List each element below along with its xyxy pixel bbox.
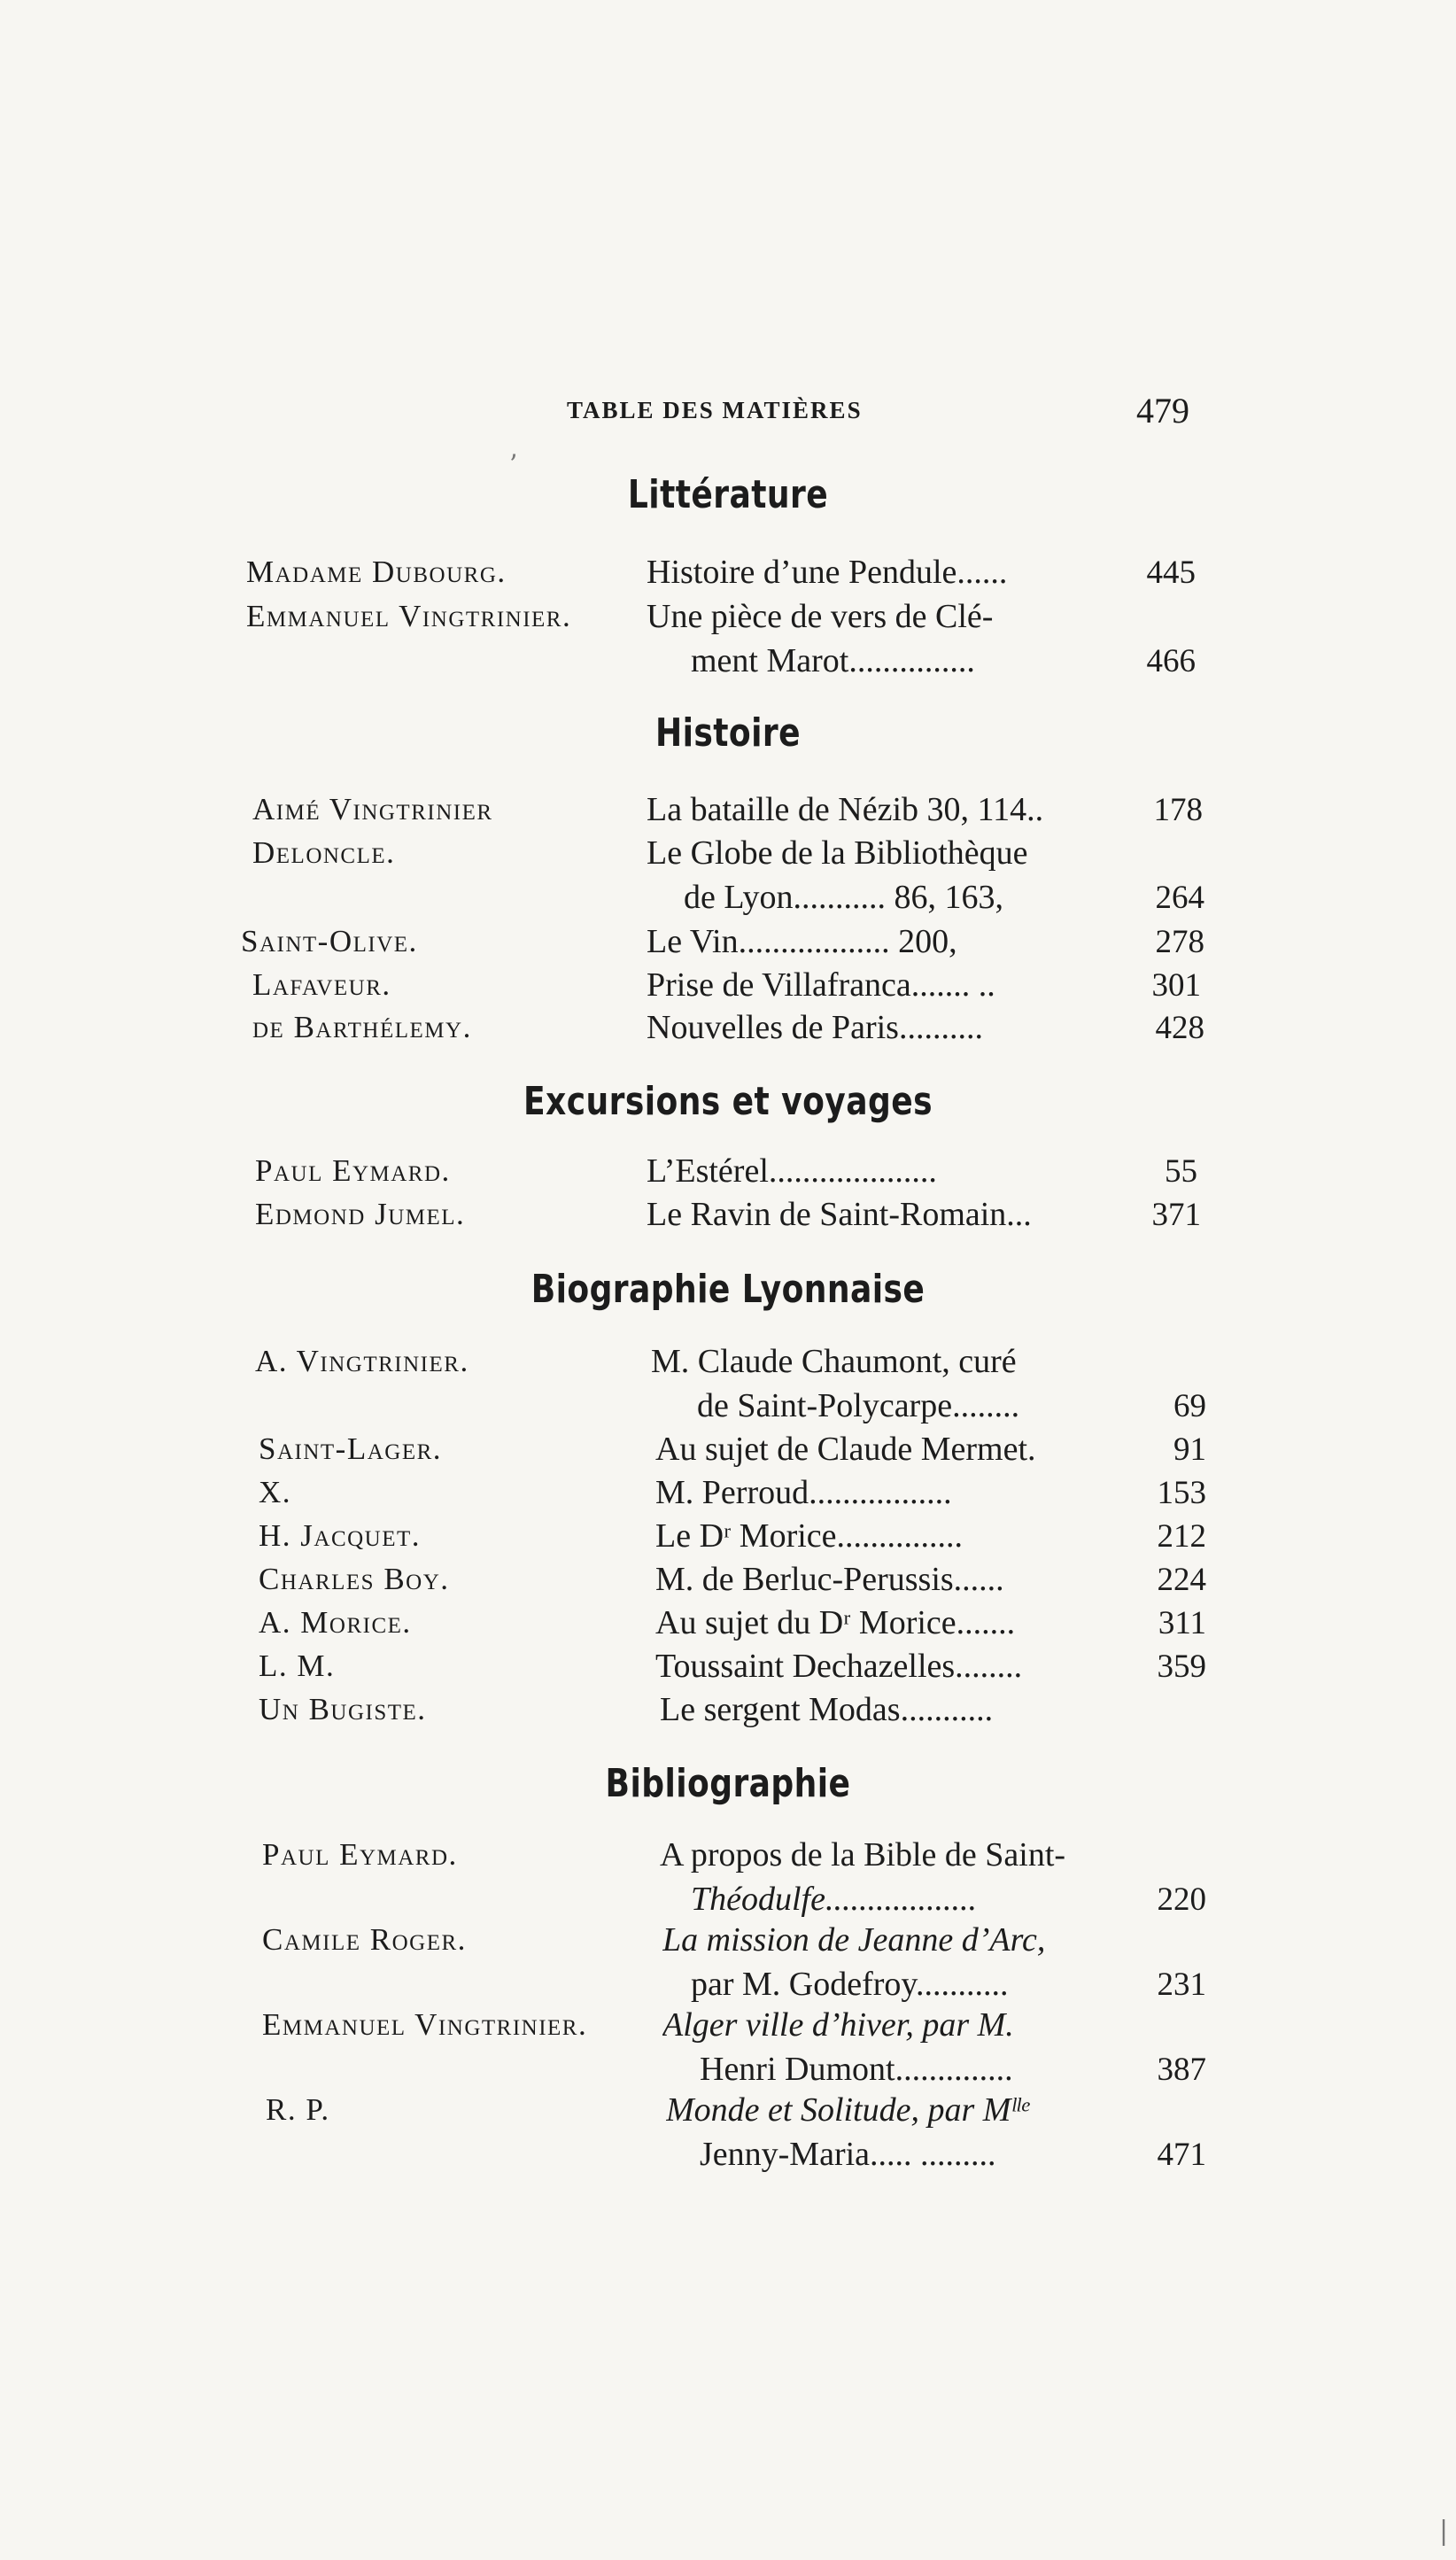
entry-page: 466 — [1146, 643, 1196, 679]
entry-title-continued: de Saint-Polycarpe........ — [697, 1387, 1020, 1424]
entry-title: Toussaint Dechazelles........ — [655, 1648, 1023, 1685]
page-number: 479 — [1136, 391, 1189, 431]
entry-title: M. de Berluc-Perussis...... — [655, 1561, 1004, 1598]
entry-author: Saint-Olive. — [241, 924, 418, 958]
entry-page: 359 — [1157, 1648, 1206, 1685]
entry-page: 445 — [1146, 555, 1196, 591]
section-title-excursions: Excursions et voyages — [523, 1079, 933, 1124]
entry-author: Un Bugiste. — [259, 1692, 427, 1726]
entry-page: 55 — [1165, 1153, 1197, 1190]
entry-title: L’Estérel.................... — [647, 1152, 937, 1190]
entry-author: R. P. — [266, 2092, 330, 2127]
entry-page: 69 — [1173, 1388, 1206, 1424]
entry-author: X. — [259, 1475, 292, 1509]
entry-page: 91 — [1173, 1431, 1206, 1468]
entry-author: Paul Eymard. — [262, 1837, 458, 1872]
entry-title: Le Ravin de Saint-Romain... — [647, 1196, 1032, 1233]
margin-mark: | — [1439, 2516, 1449, 2547]
entry-title: Au sujet du Dʳ Morice....... — [655, 1604, 1016, 1641]
entry-title: Le Globe de la Bibliothèque — [647, 834, 1028, 872]
entry-author: Charles Boy. — [259, 1562, 450, 1596]
entry-title: M. Perroud................. — [655, 1474, 952, 1511]
section-title-histoire: Histoire — [655, 710, 801, 756]
entry-title: Le Dʳ Morice............... — [655, 1517, 964, 1555]
entry-author: Saint-Lager. — [259, 1431, 443, 1466]
entry-title-continued: par M. Godefroy........... — [691, 1966, 1009, 2003]
entry-title: La mission de Jeanne d’Arc, — [662, 1921, 1046, 1959]
entry-author: Edmond Jumel. — [255, 1197, 466, 1231]
entry-title-continued: Théodulfe.................. — [691, 1881, 977, 1918]
entry-title-continued: Jenny-Maria..... ......... — [700, 2136, 996, 2173]
entry-title: Le sergent Modas........... — [660, 1691, 994, 1728]
running-head: TABLE DES MATIÈRES — [567, 397, 863, 423]
print-speck: ʼ — [508, 450, 517, 481]
entry-author: Paul Eymard. — [255, 1153, 451, 1188]
entry-author: A. Vingtrinier. — [255, 1344, 469, 1378]
entry-author: Madame Dubourg. — [246, 555, 507, 589]
entry-title: La bataille de Nézib 30, 114.. — [647, 791, 1044, 828]
entry-author: Camile Roger. — [262, 1922, 467, 1957]
entry-page: 178 — [1153, 792, 1203, 828]
entry-page: 153 — [1157, 1475, 1206, 1511]
entry-author: Lafaveur. — [252, 967, 391, 1002]
entry-author: Emmanuel Vingtrinier. — [262, 2007, 588, 2042]
entry-page: 471 — [1157, 2137, 1206, 2173]
entry-page: 220 — [1157, 1881, 1206, 1918]
entry-page: 371 — [1151, 1197, 1201, 1233]
entry-title-continued: ment Marot............... — [691, 642, 975, 679]
entry-author: Aimé Vingtrinier — [252, 792, 493, 826]
entry-title: Monde et Solitude, par Mˡˡᵉ — [666, 2091, 1029, 2129]
section-title-biographie: Biographie Lyonnaise — [531, 1267, 925, 1312]
section-title-litterature: Littérature — [627, 472, 829, 517]
entry-page: 301 — [1151, 967, 1201, 1004]
entry-title-continued: Henri Dumont.............. — [700, 2051, 1013, 2088]
entry-title-continued: de Lyon........... 86, 163, — [684, 879, 1003, 916]
entry-author: Emmanuel Vingtrinier. — [246, 599, 572, 633]
entry-title: Au sujet de Claude Mermet. — [655, 1431, 1036, 1468]
entry-title: Le Vin.................. 200, — [647, 923, 957, 960]
entry-page: 264 — [1155, 880, 1204, 916]
entry-page: 224 — [1157, 1562, 1206, 1598]
entry-title: Alger ville d’hiver, par M. — [662, 2006, 1014, 2044]
entry-page: 387 — [1157, 2052, 1206, 2088]
entry-page: 231 — [1157, 1967, 1206, 2003]
entry-title: Prise de Villafranca....... .. — [647, 966, 995, 1004]
entry-title: Nouvelles de Paris.......... — [647, 1009, 983, 1046]
entry-page: 428 — [1155, 1010, 1204, 1046]
entry-author: L. M. — [259, 1648, 336, 1683]
entry-page: 278 — [1155, 924, 1204, 960]
entry-author: H. Jacquet. — [259, 1518, 422, 1553]
entry-author: Deloncle. — [252, 835, 396, 870]
entry-page: 311 — [1158, 1605, 1206, 1641]
entry-title: M. Claude Chaumont, curé — [651, 1343, 1017, 1380]
entry-page: 212 — [1157, 1518, 1206, 1555]
entry-title: A propos de la Bible de Saint- — [660, 1836, 1066, 1873]
entry-author: A. Morice. — [259, 1605, 412, 1640]
entry-title: Histoire d’une Pendule...... — [647, 554, 1008, 591]
entry-author: de Barthélemy. — [252, 1010, 472, 1044]
section-title-bibliographie: Bibliographie — [605, 1761, 851, 1806]
entry-title: Une pièce de vers de Clé- — [647, 598, 994, 635]
